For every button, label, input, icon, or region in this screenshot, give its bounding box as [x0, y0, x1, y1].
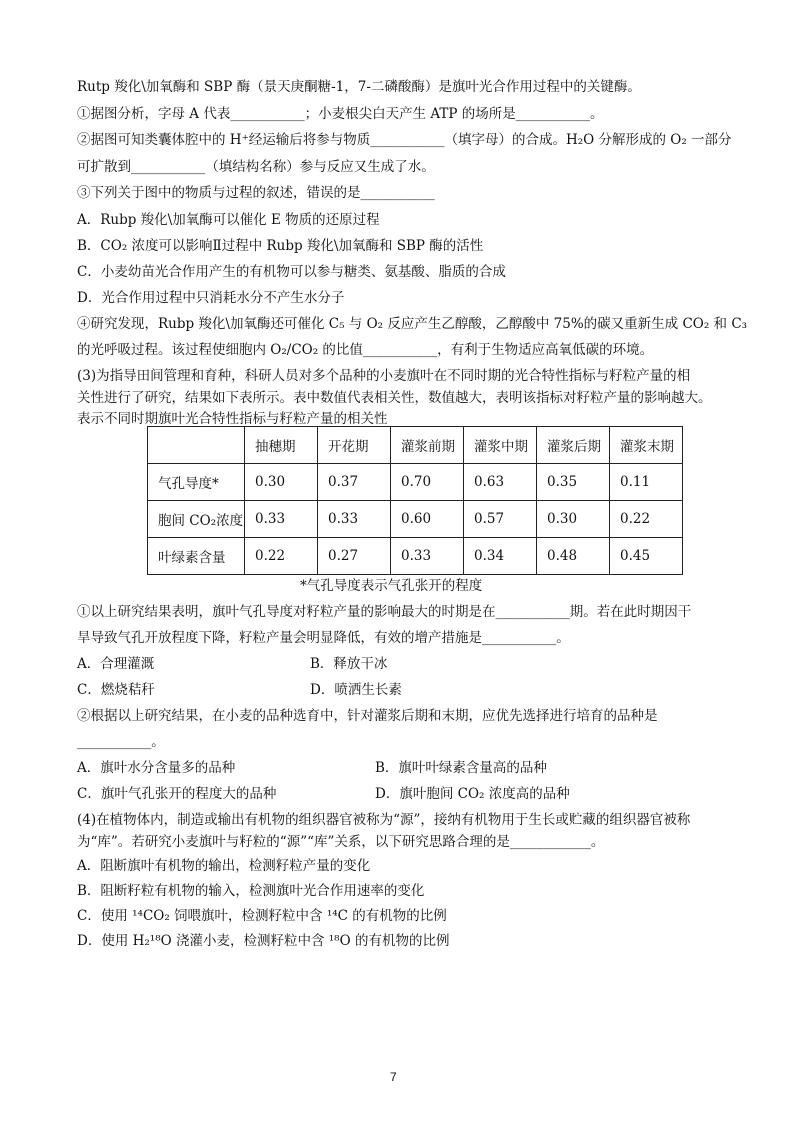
table-cell: 叶绿素含量: [148, 538, 245, 575]
text-line: ②据图可知类囊体腔中的 H⁺经运输后将参与物质___________（填字母）的合成。H₂O 分解形成的 O₂ 一部分: [77, 132, 732, 148]
table-cell: 0.27: [318, 538, 391, 575]
text-line: ④研究发现，Rubp 羧化\加氧酶还可催化 C₅ 与 O₂ 反应产生乙醇酸，乙醇酸中 75%的碳又重新生成 CO₂ 和 C₃: [77, 316, 748, 332]
table-cell: 0.33: [391, 538, 464, 575]
table-cell: 0.70: [391, 464, 464, 501]
text-line: ①以上研究结果表明，旗叶气孔导度对籽粒产量的影响最大的时期是在___________期。若在此时期因干: [77, 604, 692, 620]
text-line: ①据图分析，字母 A 代表___________；小麦根尖白天产生 ATP 的场所是___________。: [77, 106, 604, 122]
table-header-cell: 灌浆后期: [537, 427, 610, 464]
correlation-table: [147, 426, 683, 575]
table-cell: 0.37: [318, 464, 391, 501]
text-line: B．CO₂ 浓度可以影响Ⅱ过程中 Rubp 羧化\加氧酶和 SBP 酶的活性: [77, 238, 484, 254]
table-cell: 胞间 CO₂浓度: [148, 501, 245, 538]
table-row: [148, 538, 683, 575]
text-line: A．Rubp 羧化\加氧酶可以催化 E 物质的还原过程: [77, 212, 380, 228]
table-cell: 0.48: [537, 538, 610, 575]
table-header-cell: 开花期: [318, 427, 391, 464]
option-item: D．喷洒生长素: [310, 682, 402, 698]
text-line: 可扩散到___________（填结构名称）参与反应又生成了水。: [77, 159, 435, 175]
table-cell: 0.11: [610, 464, 683, 501]
text-line: (4)在植物体内，制造或输出有机物的组织器官被称为“源”，接纳有机物用于生长或贮藏的组织器官被称: [77, 812, 691, 828]
text-line: 表示不同时期旗叶光合特性指标与籽粒产量的相关性: [77, 411, 388, 427]
table-header-row: [148, 427, 683, 464]
table-cell: 0.57: [464, 501, 537, 538]
text-line: B．阻断籽粒有机物的输入，检测旗叶光合作用速率的变化: [77, 883, 425, 899]
table-cell: 0.22: [245, 538, 318, 575]
table-header-cell: [148, 427, 245, 464]
text-line: 旱导致气孔开放程度下降，籽粒产量会明显降低，有效的增产措施是___________。: [77, 630, 570, 646]
text-line: (3)为指导田间管理和育种，科研人员对多个品种的小麦旗叶在不同时期的光合特性指标与籽粒产量的相: [77, 368, 691, 384]
table-cell: 0.34: [464, 538, 537, 575]
table-cell: 0.22: [610, 501, 683, 538]
table-cell: 0.45: [610, 538, 683, 575]
page-number: 7: [390, 1070, 397, 1084]
table-cell: 0.63: [464, 464, 537, 501]
table-cell: 0.33: [245, 501, 318, 538]
table-row: [148, 464, 683, 501]
text-line: 为“库”。若研究小麦旗叶与籽粒的“源”“库”关系，以下研究思路合理的是____________。: [77, 834, 605, 850]
table-header-cell: 灌浆前期: [391, 427, 464, 464]
table-header-cell: 灌浆末期: [610, 427, 683, 464]
option-item: C．旗叶气孔张开的程度大的品种: [77, 786, 277, 802]
text-line: ②根据以上研究结果，在小麦的品种选育中，针对灌浆后期和末期，应优先选择进行培育的品种是: [77, 708, 658, 724]
option-item: B．旗叶叶绿素含量高的品种: [375, 760, 547, 776]
table-header-cell: 抽穗期: [245, 427, 318, 464]
table-header-cell: 灌浆中期: [464, 427, 537, 464]
option-item: A．旗叶水分含量多的品种: [77, 760, 236, 776]
option-item: C．燃烧秸秆: [77, 682, 155, 698]
table-row: [148, 501, 683, 538]
text-line: C．使用 ¹⁴CO₂ 饲喂旗叶，检测籽粒中含 ¹⁴C 的有机物的比例: [77, 908, 447, 924]
text-line: *气孔导度表示气孔张开的程度: [300, 578, 483, 594]
table-cell: 0.35: [537, 464, 610, 501]
text-line: ③下列关于图中的物质与过程的叙述，错误的是___________: [77, 185, 435, 201]
text-line: A．阻断旗叶有机物的输出，检测籽粒产量的变化: [77, 858, 371, 874]
text-line: D．光合作用过程中只消耗水分不产生水分子: [77, 290, 345, 306]
text-line: C．小麦幼苗光合作用产生的有机物可以参与糖类、氨基酸、脂质的合成: [77, 264, 506, 280]
table-cell: 0.33: [318, 501, 391, 538]
text-line: 的光呼吸过程。该过程使细胞内 O₂/CO₂ 的比值___________，有利于生物适应高氧低碳的环境。: [77, 342, 654, 358]
text-line: ___________。: [77, 734, 165, 750]
text-line: Rutp 羧化\加氧酶和 SBP 酶（景天庚酮糖-1，7-二磷酸酶）是旗叶光合作用过程中的关键酶。: [77, 79, 641, 95]
option-item: D．旗叶胞间 CO₂ 浓度高的品种: [375, 786, 570, 802]
table-cell: 0.30: [537, 501, 610, 538]
option-item: B．释放干冰: [310, 656, 388, 672]
text-line: 关性进行了研究，结果如下表所示。表中数值代表相关性，数值越大，表明该指标对籽粒产量的影响越大。: [77, 390, 712, 406]
text-line: D．使用 H₂¹⁸O 浇灌小麦，检测籽粒中含 ¹⁸O 的有机物的比例: [77, 933, 450, 949]
table-cell: 0.30: [245, 464, 318, 501]
table-cell: 气孔导度*: [148, 464, 245, 501]
table-cell: 0.60: [391, 501, 464, 538]
option-item: A．合理灌溉: [77, 656, 155, 672]
